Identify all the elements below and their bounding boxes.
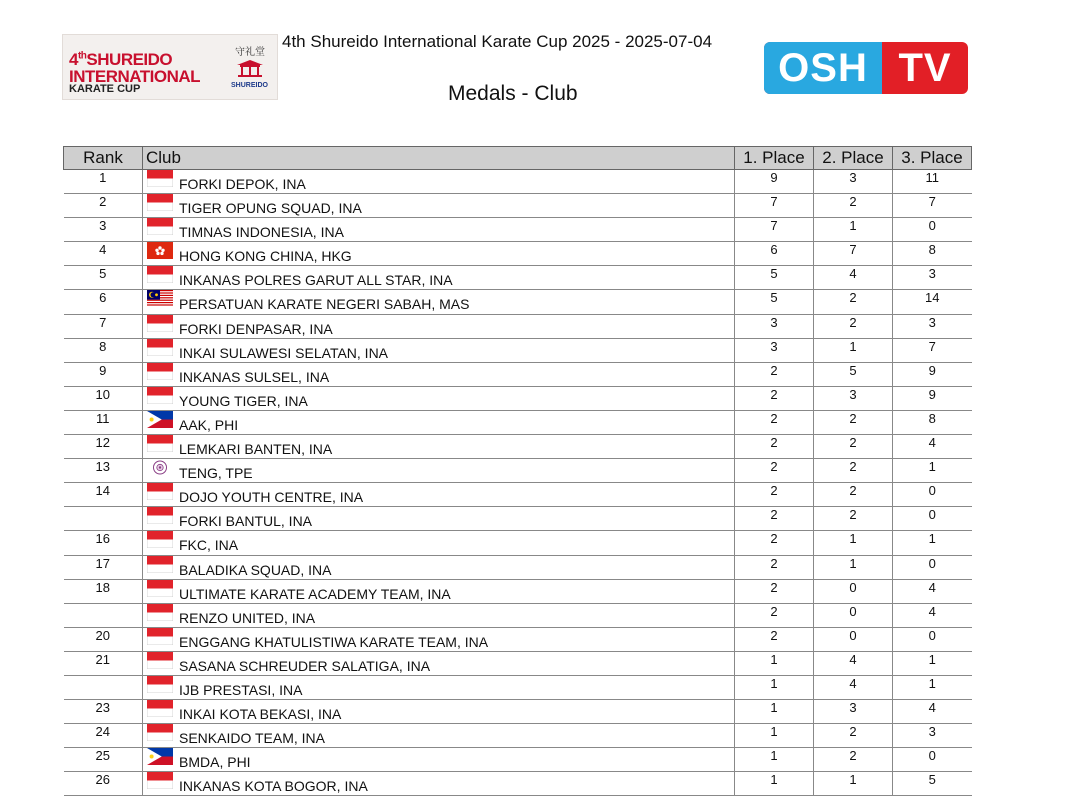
rank-cell: 17 [64,555,143,579]
third-place-cell: 3 [893,724,972,748]
club-name: ENGGANG KHATULISTIWA KARATE TEAM, INA [179,633,489,650]
club-name: HONG KONG CHINA, HKG [179,248,352,265]
flag-icon [147,466,179,481]
second-place-cell: 2 [814,748,893,772]
third-place-cell: 1 [893,459,972,483]
first-place-cell: 7 [735,218,814,242]
club-name: SASANA SCHREUDER SALATIGA, INA [179,657,431,674]
table-row [64,627,972,651]
second-place-cell: 2 [814,724,893,748]
first-place-cell: 3 [735,338,814,362]
rank-cell: 2 [64,194,143,218]
table-row [64,700,972,724]
table-row [64,459,972,483]
rank-cell: 23 [64,700,143,724]
first-place-cell: 1 [735,748,814,772]
club-cell [143,531,735,555]
table-row [64,194,972,218]
club-name: INKANAS SULSEL, INA [179,368,330,385]
flag-icon [147,394,179,409]
rank-cell: 3 [64,218,143,242]
third-place-cell: 7 [893,338,972,362]
third-place-cell: 1 [893,531,972,555]
first-place-cell: 1 [735,724,814,748]
second-place-cell: 0 [814,579,893,603]
first-place-cell: 2 [735,362,814,386]
flag-icon [147,249,179,264]
rank-cell: 8 [64,338,143,362]
third-place-cell: 0 [893,483,972,507]
rank-cell: 10 [64,386,143,410]
event-title: 4th Shureido International Karate Cup 2025 - 2025-07-04 [282,32,713,51]
club-name: TENG, TPE [179,465,253,482]
club-cell [143,748,735,772]
flag-icon [147,418,179,433]
logo-brand: SHUREIDO [231,82,268,89]
first-place-cell: 2 [735,603,814,627]
club-cell [143,410,735,434]
second-place-cell: 2 [814,483,893,507]
club-cell [143,435,735,459]
flag-icon [147,611,179,626]
second-place-cell: 4 [814,266,893,290]
third-place-cell: 0 [893,748,972,772]
tv-text: TV [898,46,952,90]
third-place-cell: 8 [893,242,972,266]
club-cell [143,675,735,699]
second-place-cell: 0 [814,603,893,627]
club-name: DOJO YOUTH CENTRE, INA [179,489,364,506]
rank-cell: 14 [64,483,143,507]
first-place-cell: 2 [735,410,814,434]
club-name: AAK, PHI [179,416,239,433]
flag-icon [147,731,179,746]
flag-icon [147,370,179,385]
flag-icon [147,201,179,216]
first-place-cell: 2 [735,507,814,531]
club-name: FKC, INA [179,537,239,554]
second-place-cell: 1 [814,772,893,796]
third-place-cell: 3 [893,314,972,338]
table-row [64,724,972,748]
rank-cell: 1 [64,170,143,194]
third-place-cell: 0 [893,218,972,242]
table-row [64,772,972,796]
event-logo [62,34,278,100]
table-row [64,675,972,699]
flag-icon [147,490,179,505]
first-place-cell: 1 [735,700,814,724]
club-cell [143,651,735,675]
third-place-cell: 4 [893,579,972,603]
club-cell [143,362,735,386]
flag-icon [147,346,179,361]
third-place-cell: 5 [893,772,972,796]
third-place-cell: 1 [893,651,972,675]
flag-icon [147,755,179,770]
club-name: FORKI DENPASAR, INA [179,320,333,337]
second-place-cell: 1 [814,218,893,242]
rank-cell: 20 [64,627,143,651]
club-name: SENKAIDO TEAM, INA [179,730,325,747]
second-place-cell: 2 [814,410,893,434]
table-row [64,242,972,266]
rank-cell: 24 [64,724,143,748]
table-row [64,290,972,314]
club-name: ULTIMATE KARATE ACADEMY TEAM, INA [179,585,451,602]
rank-cell [64,603,143,627]
club-cell [143,386,735,410]
third-place-cell: 11 [893,170,972,194]
flag-icon [147,563,179,578]
second-place-cell: 1 [814,555,893,579]
flag-icon [147,442,179,457]
club-name: PERSATUAN KARATE NEGERI SABAH, MAS [179,296,470,313]
rank-cell: 4 [64,242,143,266]
club-cell [143,170,735,194]
first-place-cell: 2 [735,483,814,507]
club-name: TIGER OPUNG SQUAD, INA [179,200,362,217]
flag-icon [147,225,179,240]
second-place-cell: 3 [814,700,893,724]
second-place-cell: 2 [814,459,893,483]
first-place-cell: 2 [735,555,814,579]
second-place-cell: 4 [814,675,893,699]
club-name: FORKI BANTUL, INA [179,513,313,530]
flag-icon [147,707,179,722]
third-place-cell: 1 [893,675,972,699]
second-place-cell: 1 [814,531,893,555]
page-subtitle: Medals - Club [448,82,578,105]
col-club: Club [143,147,735,170]
rank-cell: 26 [64,772,143,796]
second-place-cell: 2 [814,435,893,459]
club-name: FORKI DEPOK, INA [179,176,306,192]
club-name: YOUNG TIGER, INA [179,392,308,409]
temple-icon [235,59,265,77]
second-place-cell: 4 [814,651,893,675]
table-row [64,603,972,627]
table-row [64,435,972,459]
logo-japanese-text: 守礼堂 [235,47,265,58]
third-place-cell: 8 [893,410,972,434]
table-header-row [64,147,972,170]
first-place-cell: 6 [735,242,814,266]
first-place-cell: 1 [735,651,814,675]
rank-cell: 25 [64,748,143,772]
logo-line1: 4thSHUREIDO [69,50,173,69]
logo-line2: INTERNATIONAL [69,67,201,86]
rank-cell: 11 [64,410,143,434]
medals-table [63,146,972,796]
first-place-cell: 7 [735,194,814,218]
club-cell [143,627,735,651]
rank-cell: 13 [64,459,143,483]
club-name: RENZO UNITED, INA [179,609,316,626]
logo-line3: KARATE CUP [69,83,141,95]
osh-tv-logo [764,42,968,94]
flag-icon [147,587,179,602]
rank-cell: 12 [64,435,143,459]
rank-cell: 7 [64,314,143,338]
first-place-cell: 2 [735,386,814,410]
second-place-cell: 1 [814,338,893,362]
club-name: BMDA, PHI [179,754,251,771]
club-cell [143,218,735,242]
table-row [64,266,972,290]
first-place-cell: 2 [735,531,814,555]
col-rank: Rank [64,147,143,170]
table-row [64,362,972,386]
second-place-cell: 3 [814,386,893,410]
club-name: IJB PRESTASI, INA [179,681,303,698]
third-place-cell: 0 [893,627,972,651]
table-row [64,579,972,603]
table-row [64,218,972,242]
third-place-cell: 3 [893,266,972,290]
osh-text: OSH [764,42,882,94]
third-place-cell: 4 [893,700,972,724]
third-place-cell: 4 [893,435,972,459]
flag-icon [147,273,179,288]
table-row [64,651,972,675]
third-place-cell: 0 [893,555,972,579]
table-row [64,531,972,555]
club-cell [143,603,735,627]
club-cell [143,772,735,796]
second-place-cell: 2 [814,290,893,314]
flag-icon [147,297,179,312]
club-cell [143,242,735,266]
table-row [64,338,972,362]
col-third-place: 3. Place [893,147,972,170]
third-place-cell: 9 [893,386,972,410]
club-cell [143,507,735,531]
rank-cell: 21 [64,651,143,675]
flag-icon [147,322,179,337]
flag-icon [147,635,179,650]
third-place-cell: 7 [893,194,972,218]
club-cell [143,483,735,507]
second-place-cell: 2 [814,194,893,218]
second-place-cell: 3 [814,170,893,194]
club-name: INKAI SULAWESI SELATAN, INA [179,344,389,361]
club-name: LEMKARI BANTEN, INA [179,441,333,458]
first-place-cell: 2 [735,435,814,459]
rank-cell: 9 [64,362,143,386]
third-place-cell: 14 [893,290,972,314]
flag-icon [147,538,179,553]
rank-cell: 18 [64,579,143,603]
first-place-cell: 5 [735,290,814,314]
club-cell [143,555,735,579]
col-first-place: 1. Place [735,147,814,170]
club-cell [143,338,735,362]
club-cell [143,459,735,483]
table-row [64,507,972,531]
club-cell [143,290,735,314]
rank-cell: 16 [64,531,143,555]
club-cell [143,724,735,748]
third-place-cell: 9 [893,362,972,386]
rank-cell [64,507,143,531]
first-place-cell: 2 [735,579,814,603]
second-place-cell: 5 [814,362,893,386]
table-row [64,170,972,194]
flag-icon [147,514,179,529]
first-place-cell: 1 [735,772,814,796]
first-place-cell: 1 [735,675,814,699]
second-place-cell: 2 [814,507,893,531]
club-name: TIMNAS INDONESIA, INA [179,224,344,241]
second-place-cell: 2 [814,314,893,338]
third-place-cell: 0 [893,507,972,531]
second-place-cell: 0 [814,627,893,651]
second-place-cell: 7 [814,242,893,266]
first-place-cell: 3 [735,314,814,338]
first-place-cell: 2 [735,459,814,483]
flag-icon [147,177,179,192]
club-name: INKAI KOTA BEKASI, INA [179,706,342,723]
club-name: BALADIKA SQUAD, INA [179,561,332,578]
table-row [64,386,972,410]
club-cell [143,194,735,218]
table-row [64,410,972,434]
table-row [64,314,972,338]
col-second-place: 2. Place [814,147,893,170]
rank-cell: 6 [64,290,143,314]
club-name: INKANAS KOTA BOGOR, INA [179,778,368,795]
rank-cell: 5 [64,266,143,290]
club-cell [143,266,735,290]
club-name: INKANAS POLRES GARUT ALL STAR, INA [179,272,453,289]
club-cell [143,700,735,724]
table-row [64,555,972,579]
table-row [64,748,972,772]
first-place-cell: 9 [735,170,814,194]
flag-icon [147,659,179,674]
flag-icon [147,779,179,794]
first-place-cell: 2 [735,627,814,651]
first-place-cell: 5 [735,266,814,290]
table-row [64,483,972,507]
flag-icon [147,683,179,698]
club-cell [143,579,735,603]
club-cell [143,314,735,338]
rank-cell [64,675,143,699]
third-place-cell: 4 [893,603,972,627]
